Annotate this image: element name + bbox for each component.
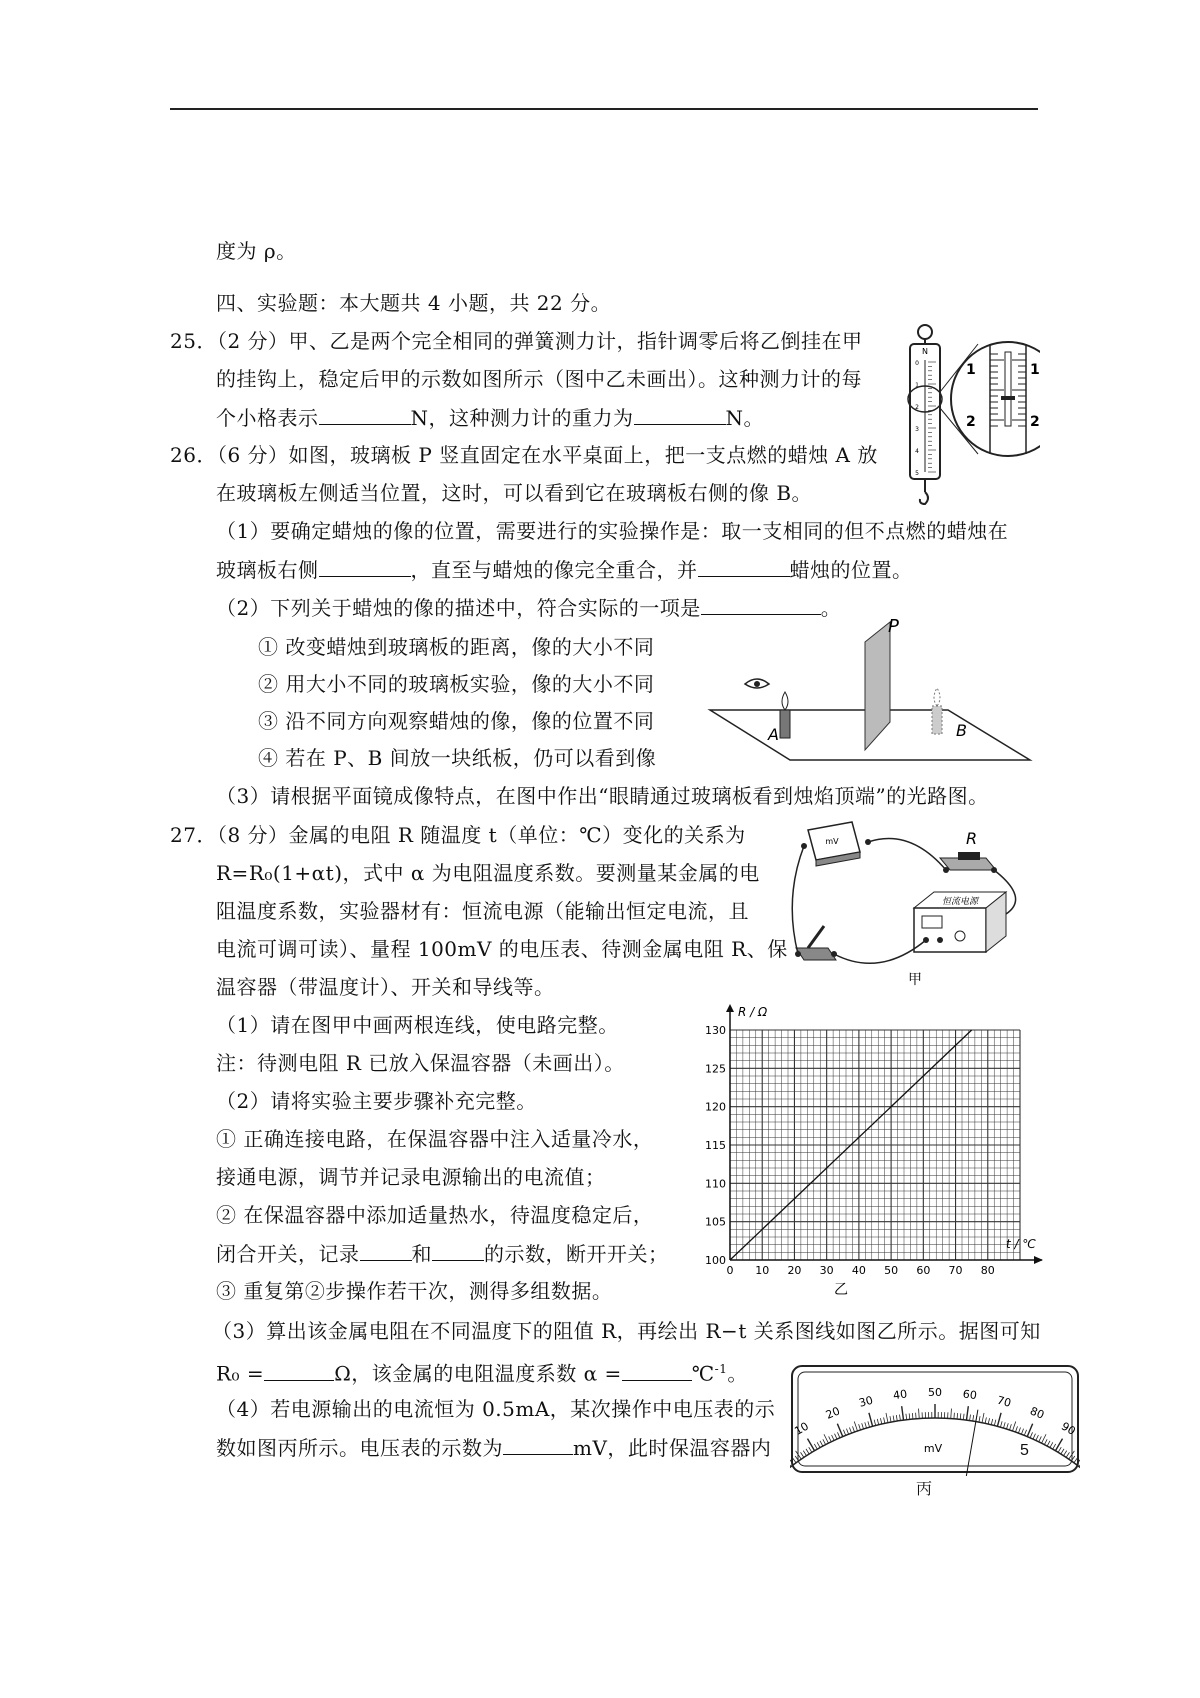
label-P: P xyxy=(888,616,899,637)
dial-tick xyxy=(790,1462,791,1467)
dial-caption: 丙 xyxy=(916,1481,933,1498)
q26-part1-line2 xyxy=(216,556,913,583)
dial-tick-label: 20 xyxy=(823,1404,842,1422)
step-1: ① 正确连接电路，在保温容器中注入适量冷水， xyxy=(216,1127,654,1151)
constant-current-source xyxy=(914,892,1006,952)
page-number: 5 xyxy=(1020,1442,1029,1459)
dial-tick-label: 10 xyxy=(792,1419,811,1438)
x-axis-label: t / ℃ xyxy=(1006,1237,1036,1251)
section-heading: 四、实验题：本大题共 4 小题，共 22 分。 xyxy=(216,291,612,315)
dial-tick xyxy=(912,1413,913,1419)
dial-tick-label: 70 xyxy=(995,1393,1013,1410)
text: N。 xyxy=(725,406,764,430)
y-tick-label: 120 xyxy=(705,1100,726,1114)
answer-blank[interactable] xyxy=(360,1240,412,1261)
q27-part2: （2）请将实验主要步骤补充完整。 xyxy=(216,1089,537,1113)
x-axis-arrow xyxy=(1034,1256,1043,1264)
switch[interactable] xyxy=(795,926,837,960)
q27-line5: 温容器（带温度计）、开关和导线等。 xyxy=(216,975,555,999)
chart-caption: 乙 xyxy=(834,1282,848,1298)
text: 闭合开关，记录 xyxy=(216,1242,360,1266)
text: 的示数，断开开关； xyxy=(484,1242,669,1266)
answer-blank[interactable] xyxy=(634,404,726,425)
meter-unit: mV xyxy=(825,837,839,846)
q27-part4: （4）若电源输出的电流恒为 0.5mA，某次操作中电压表的示 xyxy=(216,1397,776,1421)
text: 个小格表示 xyxy=(216,406,319,430)
zoom-label-1r: 1 xyxy=(1030,362,1040,378)
answer-blank[interactable] xyxy=(432,1240,484,1261)
spring-balance-figure xyxy=(890,322,1040,512)
dial-tick xyxy=(1079,1462,1080,1467)
y-tick-label: 100 xyxy=(705,1254,726,1267)
y-tick-label: 115 xyxy=(705,1139,726,1152)
step-3: ③ 重复第②步操作若干次，测得多组数据。 xyxy=(216,1279,613,1303)
label-R: R xyxy=(966,829,978,848)
q25-line1: 25．（2 分）甲、乙是两个完全相同的弹簧测力计，指针调零后将乙倒挂在甲 xyxy=(170,329,863,353)
text: （2）下列关于蜡烛的像的描述中，符合实际的一项是 xyxy=(216,596,701,620)
resistor-R xyxy=(940,829,997,873)
step-1b: 接通电源，调节并记录电源输出的电流值； xyxy=(216,1165,606,1189)
y-axis-label: R / Ω xyxy=(738,1005,768,1019)
text: R₀ = xyxy=(216,1361,265,1386)
x-tick-label: 20 xyxy=(787,1264,802,1277)
q27-line4: 电流可调可读）、量程 100mV 的电压表、待测金属电阻 R、保 xyxy=(216,937,788,961)
scale-label: 2 xyxy=(915,404,919,411)
text: mV，此时保温容器内 xyxy=(573,1436,772,1460)
q27-line2: R=R₀(1+αt)，式中 α 为电阻温度系数。要测量某金属的电 xyxy=(216,861,760,885)
r-t-chart xyxy=(686,998,1050,1298)
zoom-label-1: 1 xyxy=(966,362,976,378)
q26-part1: （1）要确定蜡烛的像的位置，需要进行的实验操作是：取一支相同的但不点燃的蜡烛在 xyxy=(216,519,1009,543)
scale-label: 0 xyxy=(915,360,919,367)
scale-label: 4 xyxy=(915,448,919,455)
q27-line3: 阻温度系数，实验器材有：恒流电源（能输出恒定电流，且 xyxy=(216,899,749,923)
x-tick-label: 0 xyxy=(726,1264,734,1277)
text: N，这种测力计的重力为 xyxy=(410,406,634,430)
q27-part3-line2 xyxy=(216,1356,748,1387)
x-tick-label: 30 xyxy=(819,1264,834,1277)
y-axis-arrow xyxy=(726,1004,734,1012)
dial-tick-label: 50 xyxy=(928,1386,942,1399)
scale-label: 5 xyxy=(915,470,919,477)
q25-line3 xyxy=(216,404,764,431)
q27-note: 注：待测电阻 R 已放入保温容器（未画出）。 xyxy=(216,1051,625,1075)
q25-line2: 的挂钩上，稳定后甲的示数如图所示（图中乙未画出）。这种测力计的每 xyxy=(216,367,862,391)
millivoltmeter xyxy=(801,822,871,866)
answer-blank[interactable] xyxy=(503,1434,573,1455)
text: 。 xyxy=(820,596,842,620)
answer-blank[interactable] xyxy=(698,556,790,577)
x-tick-label: 10 xyxy=(755,1264,770,1277)
q27-part4-line2 xyxy=(216,1434,771,1461)
answer-blank[interactable] xyxy=(319,404,411,425)
x-tick-label: 80 xyxy=(980,1264,995,1277)
q26-line1: 26．（6 分）如图，玻璃板 P 竖直固定在水平桌面上，把一支点燃的蜡烛 A 放 xyxy=(170,443,878,467)
x-tick-label: 40 xyxy=(851,1264,866,1277)
plane-mirror-figure xyxy=(700,612,1040,768)
text: ℃ xyxy=(691,1361,715,1386)
text-line: 度为 ρ。 xyxy=(216,239,297,263)
dial-tick-label: 90 xyxy=(1059,1419,1078,1438)
x-tick-label: 50 xyxy=(884,1264,899,1277)
caption-jia: 甲 xyxy=(908,972,922,988)
option-1: ① 改变蜡烛到玻璃板的距离，像的大小不同 xyxy=(258,635,655,659)
source-label: 恒流电源 xyxy=(941,897,979,907)
label-A: A xyxy=(768,725,779,744)
q27-part1: （1）请在图甲中画两根连线，使电路完整。 xyxy=(216,1013,619,1037)
q26-part3: （3）请根据平面镜成像特点，在图中作出“眼睛通过玻璃板看到烛焰顶端”的光路图。 xyxy=(216,784,989,808)
option-3: ③ 沿不同方向观察蜡烛的像，像的位置不同 xyxy=(258,709,655,733)
y-tick-label: 105 xyxy=(705,1215,726,1229)
unit-label: N xyxy=(922,347,928,356)
y-tick-label: 130 xyxy=(705,1024,726,1037)
x-tick-label: 70 xyxy=(948,1264,963,1277)
voltmeter-dial-figure xyxy=(790,1364,1080,1476)
dial-tick-label: 60 xyxy=(962,1387,978,1403)
dial-tick-label: 80 xyxy=(1028,1404,1047,1422)
label-B: B xyxy=(956,721,967,740)
candle-B xyxy=(932,688,942,734)
text: 蜡烛的位置。 xyxy=(789,558,913,582)
q26-line2: 在玻璃板左侧适当位置，这时，可以看到它在玻璃板右侧的像 B。 xyxy=(216,481,813,505)
answer-blank[interactable] xyxy=(622,1360,692,1381)
zoom-label-2r: 2 xyxy=(1030,414,1040,430)
y-tick-label: 110 xyxy=(705,1177,726,1191)
scale-label: 1 xyxy=(915,382,919,389)
zoom-label-2: 2 xyxy=(966,414,976,430)
superscript: -1 xyxy=(714,1362,728,1376)
circuit-figure xyxy=(790,808,1040,988)
dial-tick-label: 40 xyxy=(892,1387,908,1403)
answer-blank[interactable] xyxy=(264,1360,334,1381)
candle-A xyxy=(780,692,790,738)
option-2: ② 用大小不同的玻璃板实验，像的大小不同 xyxy=(258,672,655,696)
text: 数如图丙所示。电压表的示数为 xyxy=(216,1436,503,1460)
q27-part3: （3）算出该金属电阻在不同温度下的阻值 R，再绘出 R−t 关系图线如图乙所示。据图可知 xyxy=(212,1319,1041,1343)
dial-tick xyxy=(957,1413,958,1419)
text: Ω，该金属的电阻温度系数 α = xyxy=(334,1361,622,1386)
text: 和 xyxy=(411,1242,432,1266)
step-2: ② 在保温容器中添加适量热水，待温度稳定后， xyxy=(216,1203,654,1227)
x-tick-label: 60 xyxy=(916,1264,931,1277)
text: 玻璃板右侧 xyxy=(216,558,319,582)
option-4: ④ 若在 P、B 间放一块纸板，仍可以看到像 xyxy=(258,746,657,770)
scale-label: 3 xyxy=(915,426,919,433)
dial-tick-label: 30 xyxy=(857,1393,875,1410)
dial-unit: mV xyxy=(923,1442,943,1455)
answer-blank[interactable] xyxy=(319,556,411,577)
header-rule xyxy=(170,108,1038,110)
step-2b xyxy=(216,1240,669,1267)
q27-line1: 27．（8 分）金属的电阻 R 随温度 t（单位：℃）变化的关系为 xyxy=(170,823,746,847)
text: 。 xyxy=(727,1361,748,1386)
text: ，直至与蜡烛的像完全重合，并 xyxy=(410,558,698,582)
y-tick-label: 125 xyxy=(705,1062,726,1076)
